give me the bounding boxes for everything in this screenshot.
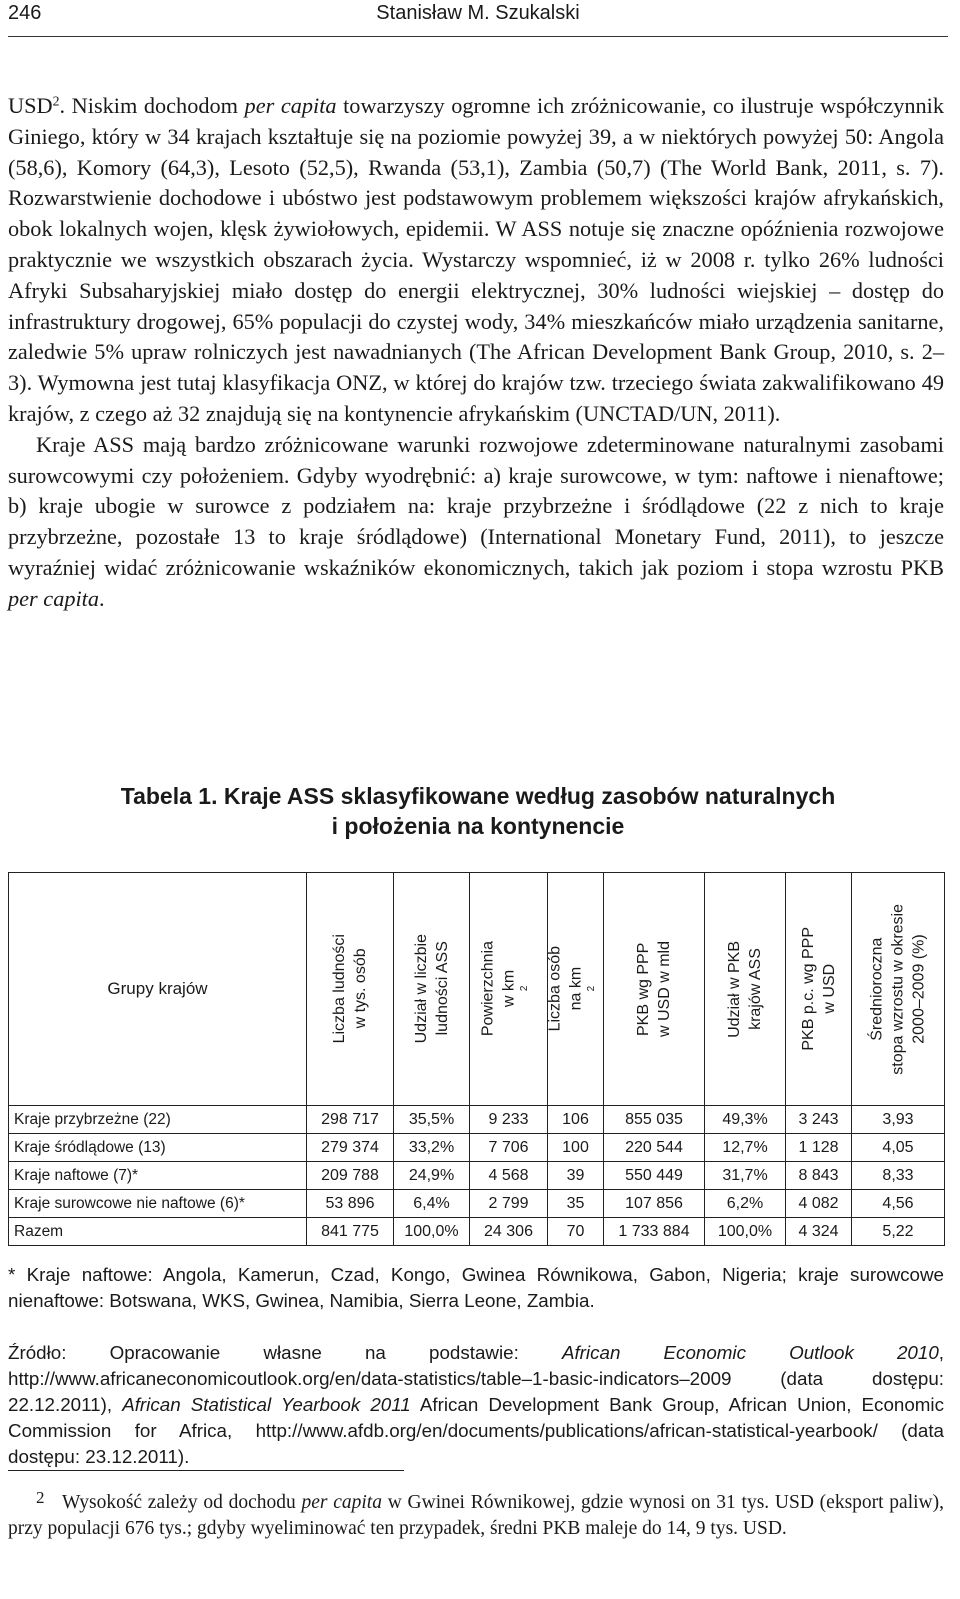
header-text: w USD	[820, 964, 838, 1014]
paragraph-2	[8, 430, 944, 615]
header-density	[548, 873, 604, 1106]
table-cell: 3,93	[852, 1106, 945, 1134]
paragraph-1	[8, 91, 944, 430]
header-population	[307, 873, 394, 1106]
table-cell: 39	[548, 1162, 604, 1190]
table-cell: 1 733 884	[604, 1218, 705, 1246]
table-cell: Kraje śródlądowe (13)	[9, 1134, 307, 1162]
table-cell: 6,2%	[705, 1190, 786, 1218]
source-italic: African Economic Outlook 2010	[561, 1342, 939, 1363]
header-area	[470, 873, 548, 1106]
table-cell: 1 128	[786, 1134, 852, 1162]
header-text: 2000–2009 (%)	[910, 934, 928, 1044]
table-row	[9, 1134, 945, 1162]
header-text: w tys. osób	[352, 948, 369, 1030]
table-cell: 35	[548, 1190, 604, 1218]
footnote-text: Wysokość zależy od dochodu	[62, 1492, 302, 1514]
table-cell: 4,56	[852, 1190, 945, 1218]
paragraph-1-text: . Niskim dochodom	[59, 93, 245, 118]
table-cell: 106	[548, 1106, 604, 1134]
header-growth-rate	[852, 873, 945, 1106]
table-cell: 33,2%	[394, 1134, 470, 1162]
table-cell: 3 243	[786, 1106, 852, 1134]
header-text: PKB wg PPP	[635, 942, 652, 1036]
header-text: Powierzchnia	[479, 941, 496, 1037]
paragraph-2-text: .	[99, 585, 105, 611]
table-cell: 24 306	[470, 1218, 548, 1246]
table-source	[8, 1340, 944, 1470]
header-gdp-per-capita	[786, 873, 852, 1106]
table-cell: 70	[548, 1218, 604, 1246]
header-gdp-ppp	[604, 873, 705, 1106]
paragraph-1-italic: per capita	[244, 93, 337, 118]
table-cell: 4 082	[786, 1190, 852, 1218]
table-cell: 107 856	[604, 1190, 705, 1218]
paragraph-1-text: towarzyszy ogromne ich zróżnicowanie, co ilustruje współczynnik Giniego, który w 34 krajach kształtuje się na poziomie powyżej 39, a w niektórych powyżej 50: Angola (58,6), Komory (64,3), Lesoto (52,5), Rwanda (53,1), Zambia (50,7) (The World Bank, 2011, s. 7). Rozwarstwienie dochodowe i ubóstwo jest podstawowym problemem większości krajów afrykańskich, obok lokalnych wojen, klęsk żywiołowych, epidemii. W ASS notuje się znaczne opóźnienia rozwojowe praktycznie we wszystkich obszarach życia. Wystarczy wspomnieć, iż w 2008 r. tylko 26% ludności Afryki Subsaharyjskiej miało dostęp do energii elektrycznej, 30% ludności wiejskiej – dostęp do infrastruktury drogowej, 65% populacji do czystej wody, 34% mieszkańców miało urządzenia sanitarne, zaledwie 5% upraw rolniczych jest nawadnianych (The African Development Bank Group, 2010, s. 2–3). Wymowna jest tutaj klasyfikacja ONZ, w której do krajów tzw. trzeciego świata zakwalifikowano 49 krajów, z czego aż 32 znajdują się na kontynencie afrykańskim (UNCTAD/UN, 2011).	[8, 93, 945, 426]
table-cell: Kraje surowcowe nie naftowe (6)*	[9, 1190, 307, 1218]
table-row	[9, 1190, 945, 1218]
footnote-divider	[8, 1470, 404, 1471]
header-text: ludności ASS	[433, 941, 451, 1037]
table-cell: 35,5%	[394, 1106, 470, 1134]
running-header	[8, 0, 948, 37]
table-cell: 49,3%	[705, 1106, 786, 1134]
table-cell: 12,7%	[705, 1134, 786, 1162]
body-text	[8, 91, 944, 615]
running-head-author: Stanisław M. Szukalski	[376, 2, 580, 24]
header-text: Udział w PKB	[726, 940, 743, 1038]
table-cell: 24,9%	[394, 1162, 470, 1190]
table-caption-line-1: Tabela 1. Kraje ASS sklasyfikowane według zasobów naturalnych	[120, 783, 836, 809]
header-text: na km	[567, 967, 584, 1011]
table-cell: Kraje przybrzeżne (22)	[9, 1106, 307, 1134]
header-text: w km	[500, 970, 517, 1008]
table-row	[9, 1162, 945, 1190]
table-cell: 298 717	[307, 1106, 394, 1134]
table-note-asterisk: * Kraje naftowe: Angola, Kamerun, Czad, Kongo, Gwinea Równikowa, Gabon, Nigeria; kraje surowcowe nienaftowe: Botswana, WKS, Gwinea, Namibia, Sierra Leone, Zambia.	[8, 1264, 944, 1311]
table-cell: 209 788	[307, 1162, 394, 1190]
header-text: Udział w liczbie	[412, 934, 430, 1044]
table-row	[9, 1106, 945, 1134]
table-cell: 8,33	[852, 1162, 945, 1190]
table-cell: 855 035	[604, 1106, 705, 1134]
paragraph-2-italic: per capita	[8, 585, 100, 611]
table-cell: Razem	[9, 1218, 307, 1246]
header-text: stopa wzrostu w okresie	[889, 903, 907, 1075]
source-italic: African Statistical Yearbook 2011	[122, 1394, 411, 1415]
header-superscript: 2	[585, 986, 597, 992]
header-text: Średnioroczna	[868, 937, 886, 1041]
table-cell: 100,0%	[705, 1218, 786, 1246]
table-notes	[8, 1262, 944, 1496]
header-text	[498, 970, 540, 1007]
table-cell: 5,22	[852, 1218, 945, 1246]
table-cell: 220 544	[604, 1134, 705, 1162]
table-header-row	[9, 873, 945, 1106]
header-text	[565, 967, 607, 1011]
header-text: PKB p.c. wg PPP	[799, 927, 817, 1051]
page-number: 246	[8, 2, 42, 24]
paragraph-2-text: Kraje ASS mają bardzo zróżnicowane warunki rozwojowe zdeterminowane naturalnymi zasobami surowcowymi czy położeniem. Gdyby wyodrębnić: a) kraje surowcowe, w tym: naftowe i nienaftowe; b) kraje ubogie w surowce z podziałem na: kraje przybrzeżne i śródlądowe (22 z nich to kraje przybrzeżne, pozostałe 13 to kraje śródlądowe) (International Monetary Fund, 2011), to jeszcze wyraźniej widać zróżnicowanie wskaźników ekonomicznych, takich jak poziom i stopa wzrostu PKB	[8, 431, 944, 580]
footnote-number: 2	[36, 1488, 45, 1507]
data-table	[8, 872, 945, 1246]
source-text: , http://www.africaneconomicoutlook.org/en/data-statistics/table–1-basic-indicators–2009 (data dostępu: 22.12.2011),	[8, 1342, 944, 1415]
header-population-share	[394, 873, 470, 1106]
header-text: Liczba osób	[546, 946, 563, 1032]
header-text: Liczba ludności	[331, 934, 348, 1044]
table-cell: 9 233	[470, 1106, 548, 1134]
header-text: krajów ASS	[747, 948, 764, 1030]
header-superscript: 2	[518, 986, 530, 992]
header-group: Grupy krajów	[9, 873, 307, 1106]
paragraph-1-text: USD	[8, 93, 53, 118]
source-text: African Development Bank Group, African Union, Economic Commission for Africa, http://www.afdb.org/en/documents/publications/african-statistical-yearbook/ (data dostępu: 23.12.2011).	[8, 1394, 944, 1467]
table-cell: 53 896	[307, 1190, 394, 1218]
table-caption	[8, 781, 948, 841]
header-text: w USD w mld	[656, 940, 673, 1037]
table-cell: 100	[548, 1134, 604, 1162]
table-cell: 8 843	[786, 1162, 852, 1190]
table-cell: Kraje naftowe (7)*	[9, 1162, 307, 1190]
table-cell: 7 706	[470, 1134, 548, 1162]
table-cell: 279 374	[307, 1134, 394, 1162]
footnote-ref-2: 2	[52, 93, 60, 109]
table-cell: 2 799	[470, 1190, 548, 1218]
footnote-italic: per capita	[301, 1492, 382, 1514]
table-cell: 841 775	[307, 1218, 394, 1246]
table-caption-line-2: i położenia na kontynencie	[331, 813, 625, 839]
header-gdp-share	[705, 873, 786, 1106]
source-text: Źródło: Opracowanie własne na podstawie:	[8, 1342, 562, 1363]
table-cell: 4 568	[470, 1162, 548, 1190]
footnote-text: w Gwinei Równikowej, gdzie wynosi on 31 tys. USD (eksport paliw), przy populacji 676 tys.; gdyby wyeliminować ten przypadek, średni PKB maleje do 14, 9 tys. USD.	[8, 1492, 945, 1540]
table-cell: 6,4%	[394, 1190, 470, 1218]
table-cell: 550 449	[604, 1162, 705, 1190]
table-cell: 31,7%	[705, 1162, 786, 1190]
table-cell: 4,05	[852, 1134, 945, 1162]
table-cell: 4 324	[786, 1218, 852, 1246]
footnote	[8, 1485, 944, 1542]
table-cell: 100,0%	[394, 1218, 470, 1246]
table-row-total	[9, 1218, 945, 1246]
